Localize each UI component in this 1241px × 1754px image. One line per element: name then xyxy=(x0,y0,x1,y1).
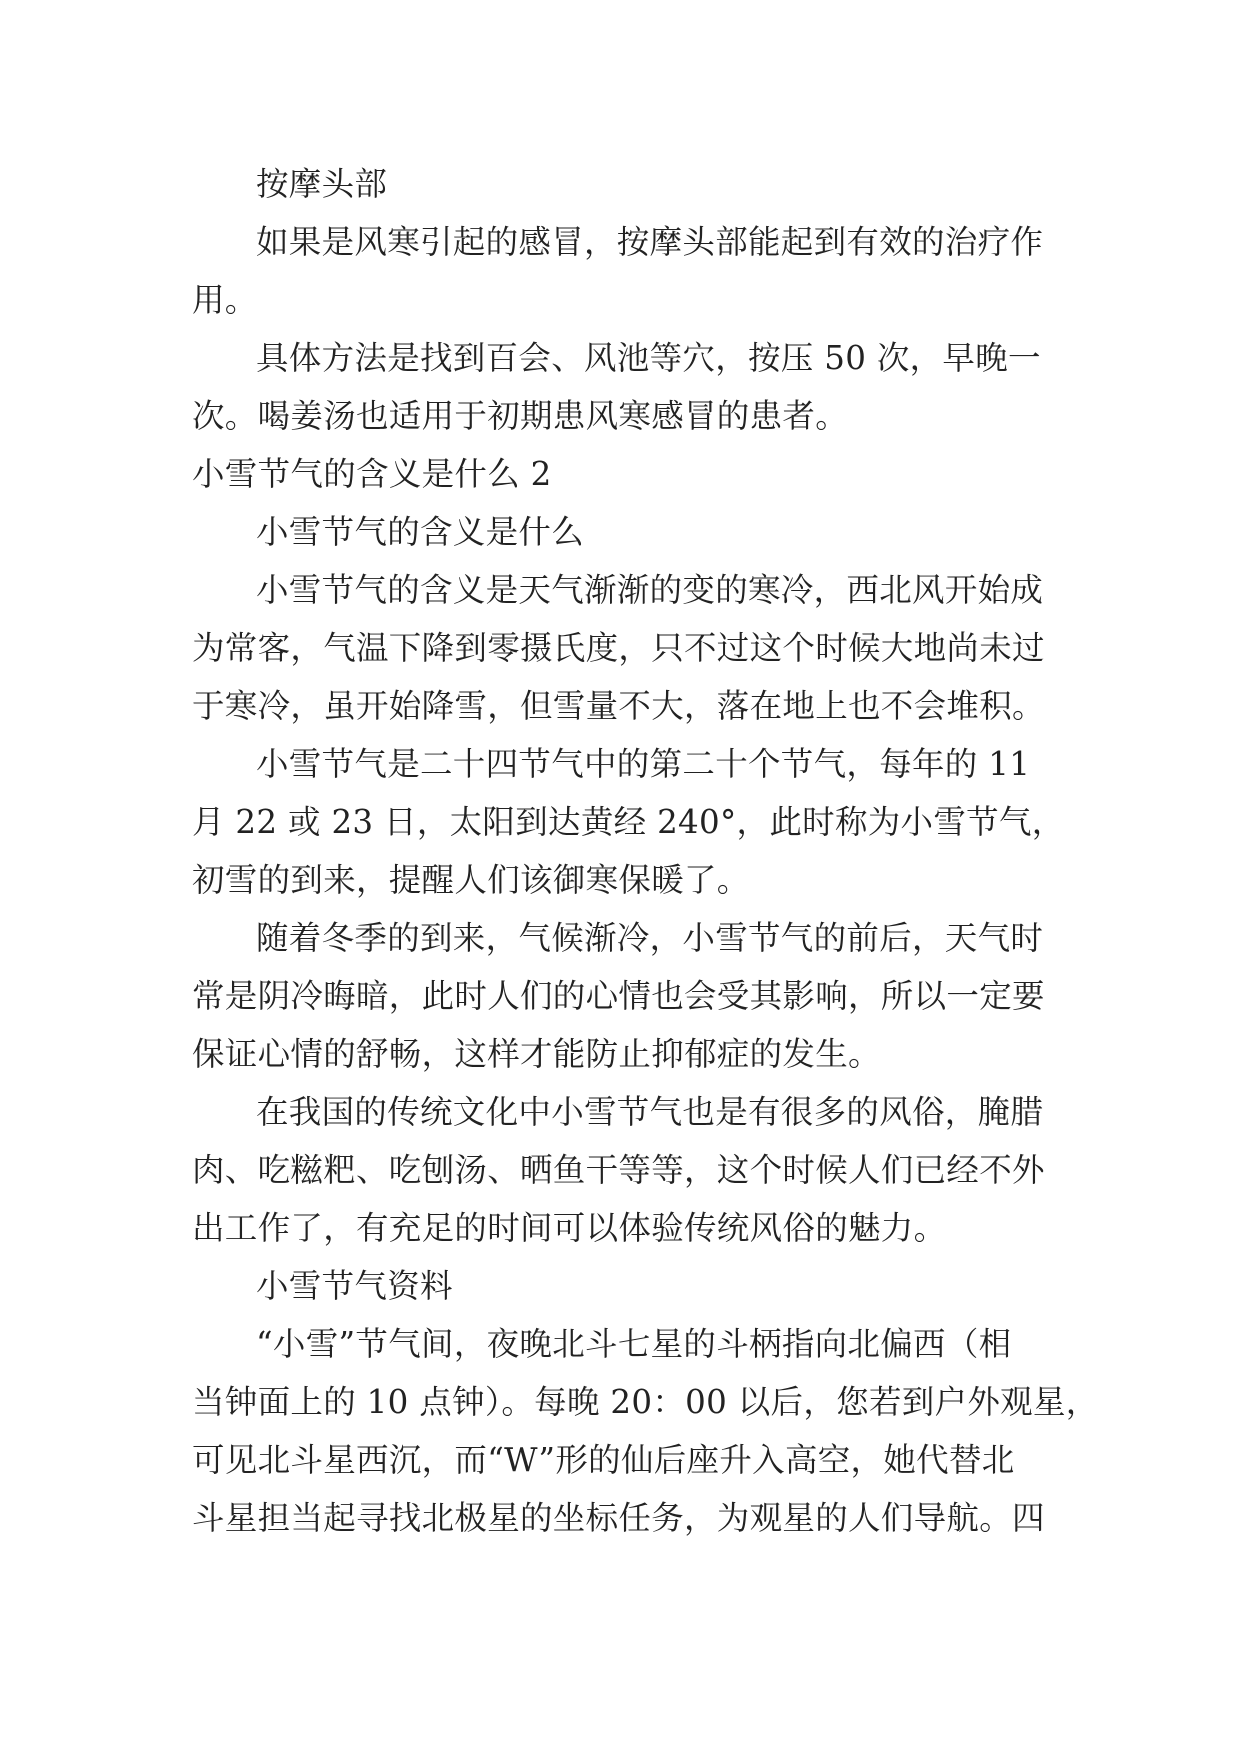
paragraph-line: 于寒冷，虽开始降雪，但雪量不大，落在地上也不会堆积。 xyxy=(192,687,1045,725)
paragraph-line: “小雪”节气间，夜晚北斗七星的斗柄指向北偏西（相 xyxy=(256,1325,1012,1363)
paragraph-line: 为常客，气温下降到零摄氏度，只不过这个时候大地尚未过 xyxy=(192,629,1045,667)
paragraph-line: 月 22 或 23 日，太阳到达黄经 240°，此时称为小雪节气， xyxy=(192,803,1065,841)
paragraph-line: 具体方法是找到百会、风池等穴，按压 50 次，早晚一 xyxy=(256,339,1041,377)
paragraph-line: 可见北斗星西沉，而“W”形的仙后座升入高空，她代替北 xyxy=(192,1441,1015,1479)
paragraph-line: 肉、吃糍粑、吃刨汤、晒鱼干等等，这个时候人们已经不外 xyxy=(192,1151,1045,1189)
paragraph-line: 斗星担当起寻找北极星的坐标任务，为观星的人们导航。四 xyxy=(192,1499,1045,1537)
section-heading-info: 小雪节气资料 xyxy=(256,1267,453,1305)
paragraph-line: 随着冬季的到来，气候渐冷，小雪节气的前后，天气时 xyxy=(256,919,1044,957)
paragraph-line: 如果是风寒引起的感冒，按摩头部能起到有效的治疗作 xyxy=(256,223,1044,261)
section-heading-head-massage: 按摩头部 xyxy=(256,165,388,203)
paragraph-line: 出工作了，有充足的时间可以体验传统风俗的魅力。 xyxy=(192,1209,947,1247)
paragraph-line: 常是阴冷晦暗，此时人们的心情也会受其影响，所以一定要 xyxy=(192,977,1045,1015)
paragraph-line: 在我国的传统文化中小雪节气也是有很多的风俗，腌腊 xyxy=(256,1093,1044,1131)
paragraph-line: 保证心情的舒畅，这样才能防止抑郁症的发生。 xyxy=(192,1035,881,1073)
paragraph-line: 用。 xyxy=(192,281,258,319)
article-title: 小雪节气的含义是什么 2 xyxy=(192,455,552,493)
paragraph-line: 初雪的到来，提醒人们该御寒保暖了。 xyxy=(192,861,750,899)
paragraph-line: 小雪节气的含义是天气渐渐的变的寒冷，西北风开始成 xyxy=(256,571,1044,609)
section-heading-meaning: 小雪节气的含义是什么 xyxy=(256,513,585,551)
paragraph-line: 次。喝姜汤也适用于初期患风寒感冒的患者。 xyxy=(192,397,849,435)
paragraph-line: 当钟面上的 10 点钟）。每晚 20：00 以后，您若到户外观星， xyxy=(192,1383,1099,1421)
paragraph-line: 小雪节气是二十四节气中的第二十个节气，每年的 11 xyxy=(256,745,1031,783)
